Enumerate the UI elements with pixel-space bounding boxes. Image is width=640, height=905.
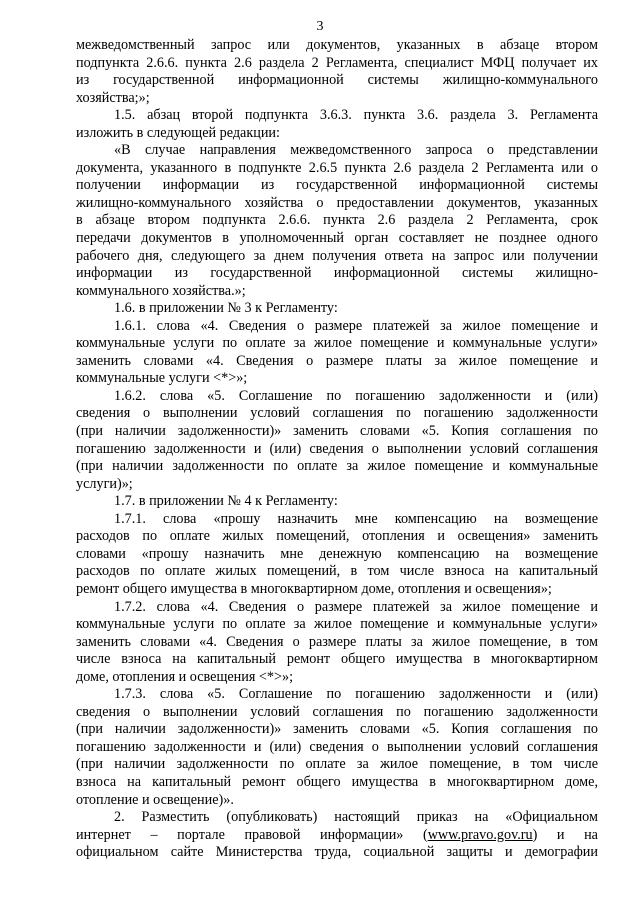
text-line: 1.6.2. слова «5. Соглашение по погашению задолженности и (или): [114, 387, 598, 404]
text-line: передачи документов в уполномоченный орган составляет не позднее одного: [76, 230, 598, 247]
text-line: числе взноса на капитальный ремонт общего имущества в многоквартирном: [76, 651, 598, 668]
text-line: отопление и освещение)».: [76, 791, 234, 808]
text-line: 1.5. абзац второй подпункта 3.6.3. пункта 3.6. раздела 3. Регламента: [114, 107, 598, 124]
text-line: расходов по оплате жилых помещений, в том числе взноса на капитальный: [76, 563, 598, 580]
document-body: [76, 37, 598, 862]
text-line: 1.6. в приложении № 3 к Регламенту:: [114, 300, 338, 317]
text-line: коммунального хозяйства.»;: [76, 282, 246, 299]
text-line: доме, отопления и освещения <*>»;: [76, 668, 294, 685]
text-line: «В случае направления межведомственного запроса о представлении: [114, 142, 598, 159]
text-line-final: официальном сайте Министерства труда, социальной защиты и демографии: [76, 844, 598, 861]
text-line: получении информации из государственной информационной системы: [76, 177, 598, 194]
text-line: межведомственный запрос или документов, указанных в абзаце втором: [76, 37, 598, 53]
text-line: в абзаце втором подпункта 2.6.6. пункта 2.6 раздела 2 Регламента, срок: [76, 212, 598, 229]
text-line: (при наличии задолженности)» заменить словами «5. Копия соглашения по: [76, 423, 598, 440]
text-line: услуги)»;: [76, 475, 133, 492]
page-number: 3: [316, 19, 324, 34]
text-line: 1.6.1. слова «4. Сведения о размере платежей за жилое помещение и: [114, 317, 598, 334]
link-line-after: ) и на: [532, 826, 598, 843]
text-line: сведения о выполнении условий соглашения по погашению задолженности: [76, 405, 598, 422]
document-text: [76, 37, 598, 827]
text-line: 1.7.1. слова «прошу назначить мне компенсацию на возмещение: [114, 510, 598, 527]
text-line-with-link: [76, 827, 598, 845]
text-line: ремонт общего имущества в многоквартирном доме, отопления и освещения»;: [76, 580, 552, 597]
pravo-gov-link[interactable]: www.pravo.gov.ru: [427, 826, 533, 843]
text-line: взноса на капитальный ремонт общего имущества в многоквартирном доме,: [76, 773, 598, 790]
text-line: 2. Разместить (опубликовать) настоящий приказ на «Официальном: [114, 809, 598, 826]
text-line: заменить словами «4. Сведения о размере платы за жилое помещение, в том: [76, 633, 598, 650]
text-line: коммунальные услуги по оплате за жилое помещение и коммунальные услуги»: [76, 616, 598, 633]
text-line: (при наличии задолженности по оплате за жилое помещение, в том числе: [76, 756, 598, 773]
text-line: 1.7.3. слова «5. Соглашение по погашению задолженности и (или): [114, 686, 598, 703]
text-line: 1.7.2. слова «4. Сведения о размере платежей за жилое помещение и: [114, 598, 598, 615]
text-line: рабочего дня, следующего за днем получения ответа на запрос или получении: [76, 247, 598, 264]
text-line: (при наличии задолженности по оплате за жилое помещение и коммунальные: [76, 458, 598, 475]
text-line: (при наличии задолженности)» заменить словами «5. Копия соглашения по: [76, 721, 598, 738]
text-line: из государственной информационной системы жилищно-коммунального: [76, 72, 598, 89]
text-line: погашению задолженности и (или) сведения о выполнении условий соглашения: [76, 440, 598, 457]
text-line: документа, указанного в подпункте 2.6.5 пункта 2.6 раздела 2 Регламента или о: [76, 159, 598, 176]
text-line: изложить в следующей редакции:: [76, 124, 280, 141]
text-line: заменить словами «4. Сведения о размере платы за жилое помещение и: [76, 352, 598, 369]
text-line: расходов по оплате жилых помещений, отопления и освещения» заменить: [76, 528, 598, 545]
text-line: коммунальные услуги <*>»;: [76, 370, 248, 387]
text-line: погашению задолженности и (или) сведения о выполнении условий соглашения: [76, 738, 598, 755]
text-line: хозяйства;»;: [76, 89, 150, 106]
text-line: 1.7. в приложении № 4 к Регламенту:: [114, 493, 338, 510]
text-line: словами «прошу назначить мне денежную компенсацию на возмещение: [76, 545, 598, 562]
text-line: жилищно-коммунального хозяйства о предоставлении документов, указанных: [76, 194, 598, 211]
text-line: подпункта 2.6.6. пункта 2.6 раздела 2 Регламента, специалист МФЦ получает их: [76, 54, 598, 71]
link-line-before: интернет – портале правовой информации» (: [76, 826, 428, 843]
text-line: коммунальные услуги по оплате за жилое помещение и коммунальные услуги»: [76, 335, 598, 352]
text-line: сведения о выполнении условий соглашения по погашению задолженности: [76, 703, 598, 720]
text-line: информации из государственной информационной системы жилищно-: [76, 265, 598, 282]
